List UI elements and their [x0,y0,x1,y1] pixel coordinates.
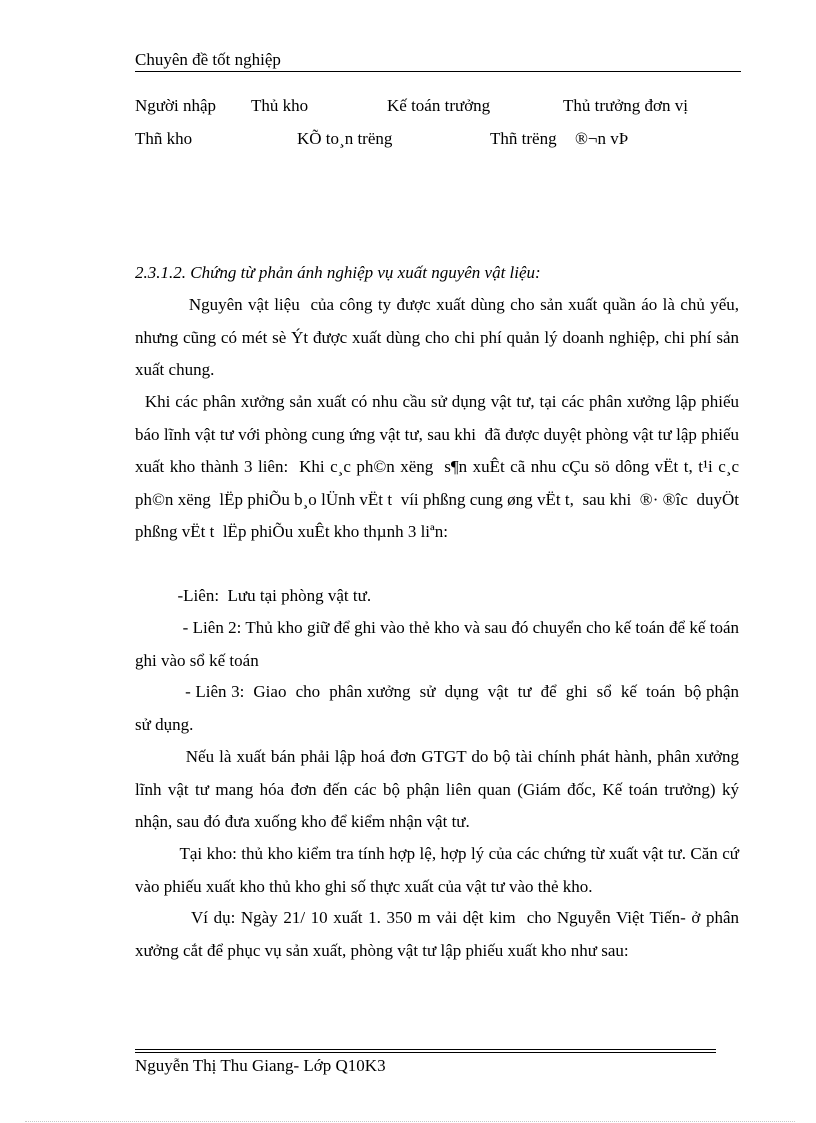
signature-label-head-garbled: Thñ trëng [490,129,557,148]
paragraph-copy-2: - Liên 2: Thủ kho giữ để ghi vào thẻ kho và sau đó chuyển cho kế toán để kế toán ghi vào sổ kế toán [135,618,744,670]
paragraph-example: Ví dụ: Ngày 21/ 10 xuất 1. 350 m vải dệt kim cho Nguyễn Việt Tiến- ở phân xưởng cắt để phục vụ sản xuất, phòng vật tư lập phiếu xuất kho như sau: [135,908,744,960]
paragraph-issue-process: Khi các phân xưởng sản xuất có nhu cầu sử dụng vật tư, tại các phân xưởng lập phiếu báo lĩnh vật tư với phòng cung ứng vật tư, sau khi đã được duyệt phòng vật tư lập phiếu xuất kho thành 3 liên: Khi c¸c ph©n xëng s¶n xuÊt cã nhu cÇu sö dông vËt t, t¹i c¸c ph©n xëng lËp phiÕu b¸o lÜnh vËt t víi phßng cung øng vËt t, sau khi ®· ®îc duyÖt phßng vËt t lËp phiÕu xuÊt kho thµnh 3 liªn: [135,392,744,541]
paragraph-at-warehouse: Tại kho: thủ kho kiểm tra tính hợp lệ, hợp lý của các chứng từ xuất vật tư. Căn cứ vào phiếu xuất kho thủ kho ghi số thực xuất của vật tư vào thẻ kho. [135,844,744,896]
footer-author: Nguyễn Thị Thu Giang- Lớp Q10K3 [135,1056,386,1075]
signature-label-chief-accountant-garbled: KÕ to¸n trëng [297,129,393,148]
paragraph-copy-3: - Liên 3: Giao cho phân xưởng sử dụng vật tư để ghi sổ kế toán bộ phận sử dụng. [135,682,744,734]
signature-label-chief-accountant: Kế toán trưởng [387,96,491,115]
signature-label-storekeeper-garbled: Thñ kho [135,129,193,148]
footer-rule-bottom [135,1052,716,1053]
signature-label-unit-head: Thủ trưởng đơn vị [563,96,688,115]
paragraph-sales-invoice: Nếu là xuất bán phải lập hoá đơn GTGT do bộ tài chính phát hành, phân xưởng lĩnh vật tư mang hóa đơn đến các bộ phận liên quan (Giám đốc, Kế toán trưởng) ký nhận, sau đó đưa xuống kho để kiểm nhận vật tư. [135,747,744,831]
footer-rule-top [135,1049,716,1050]
paragraph-intro: Nguyên vật liệu của công ty được xuất dùng cho sản xuất quần áo là chủ yếu, nhưng cũng có mét sè Ýt được xuất dùng cho chi phí quản lý doanh nghiệp, chi phí sản xuất chung. [135,295,744,379]
page-edge [25,1121,795,1122]
signature-label-receiver: Người nhập [135,96,216,115]
paragraph-copy-1: -Liên: Lưu tại phòng vật tư. [135,586,372,605]
signature-label-unit-garbled: ®¬n vÞ [575,129,629,148]
header-rule [135,71,741,72]
section-heading: 2.3.1.2. Chứng từ phản ánh nghiệp vụ xuất nguyên vật liệu: [135,263,541,282]
document-header-title: Chuyên đề tốt nghiệp [135,50,281,69]
signature-label-storekeeper: Thủ kho [251,96,309,115]
